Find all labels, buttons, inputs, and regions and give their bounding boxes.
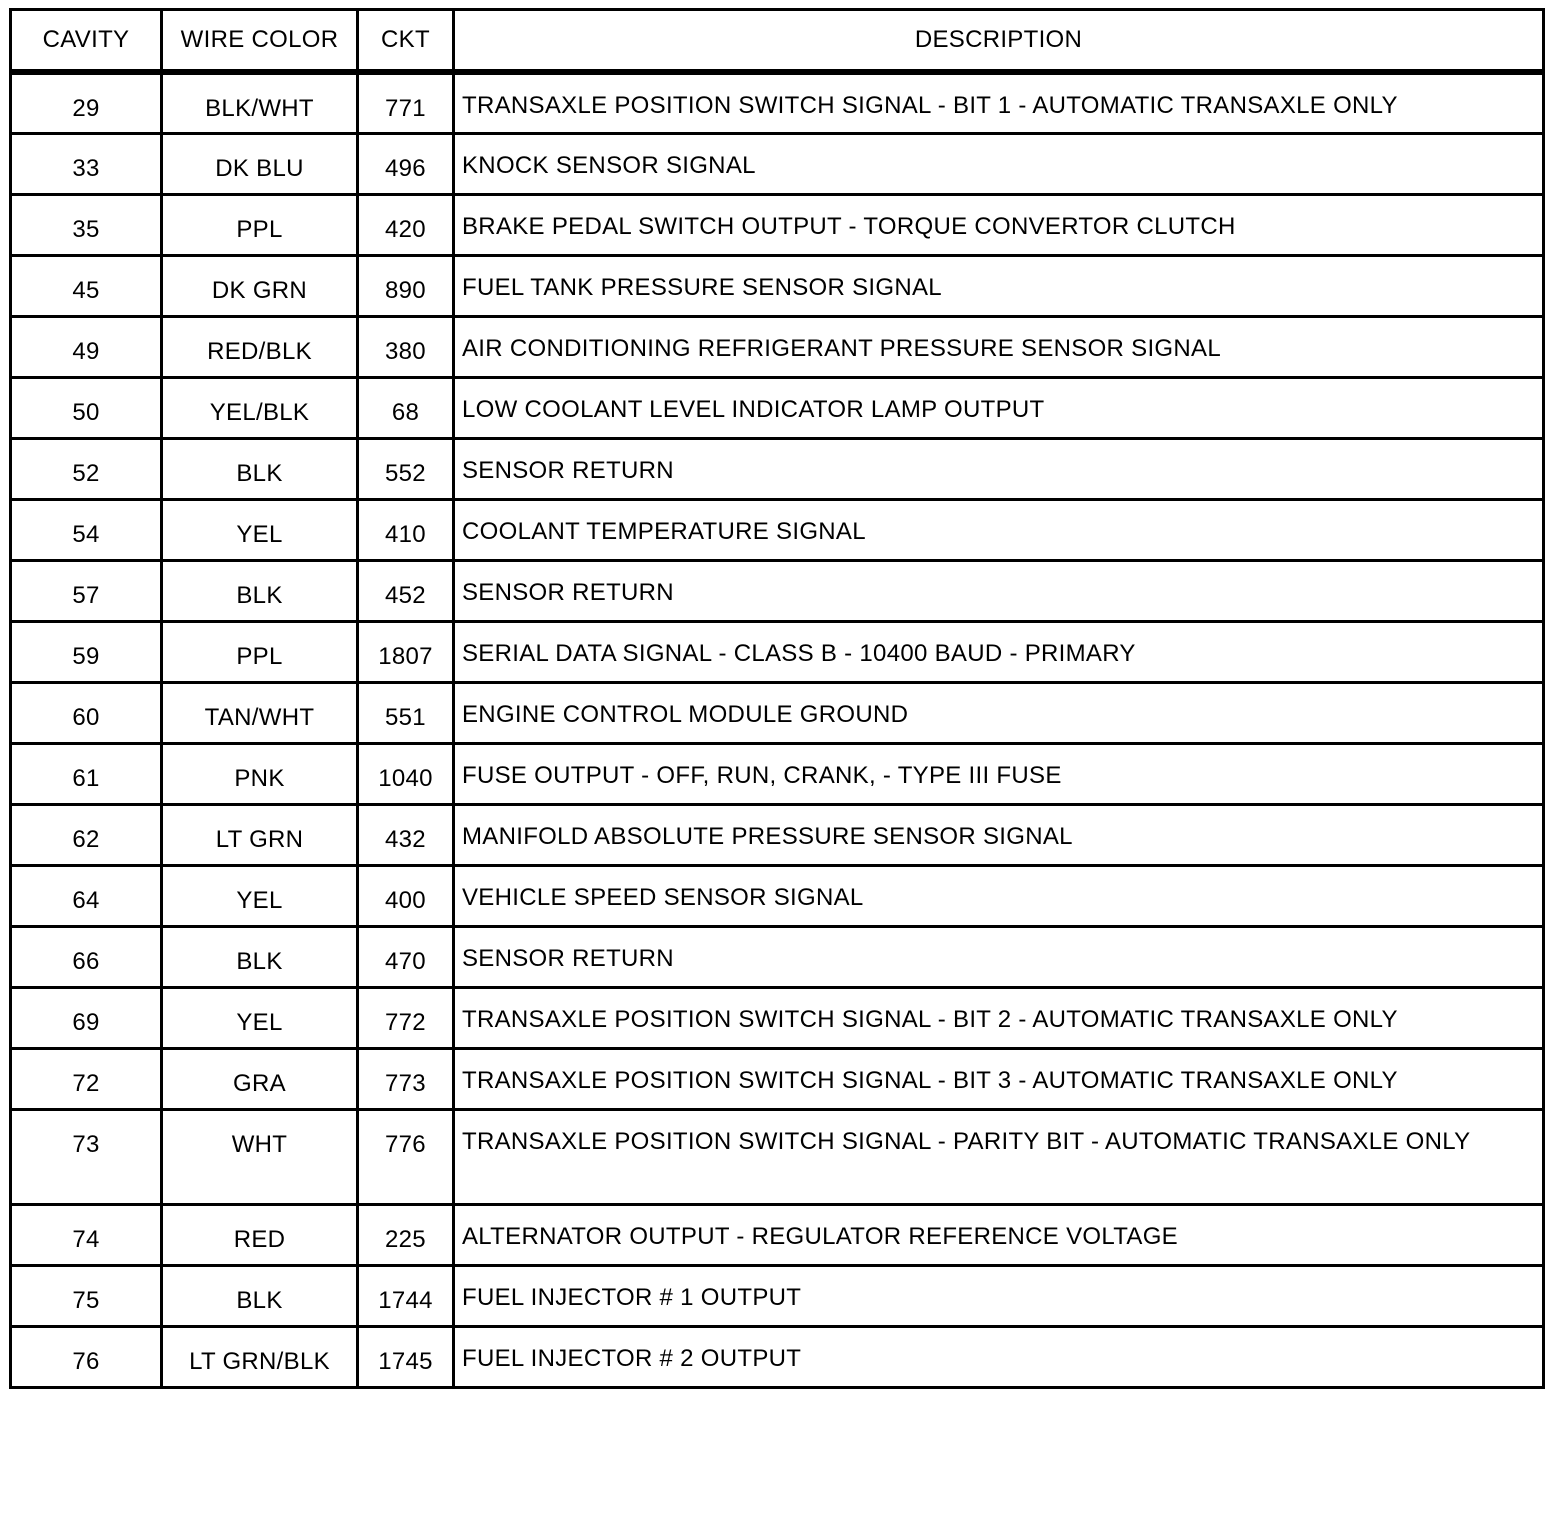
cavity-cell: 66: [11, 926, 162, 987]
cavity-cell: 49: [11, 316, 162, 377]
cavity-cell: 69: [11, 987, 162, 1048]
wire-color-cell: YEL: [162, 987, 358, 1048]
wire-color-cell: PNK: [162, 743, 358, 804]
description-cell: FUEL INJECTOR # 2 OUTPUT: [454, 1326, 1544, 1387]
table-row: [11, 1265, 1544, 1326]
description-cell: FUEL INJECTOR # 1 OUTPUT: [454, 1265, 1544, 1326]
description-cell: COOLANT TEMPERATURE SIGNAL: [454, 499, 1544, 560]
description-cell: KNOCK SENSOR SIGNAL: [454, 133, 1544, 194]
table-row: [11, 621, 1544, 682]
ckt-cell: 452: [358, 560, 454, 621]
description-cell: TRANSAXLE POSITION SWITCH SIGNAL - BIT 1 - AUTOMATIC TRANSAXLE ONLY: [454, 72, 1544, 133]
wire-color-cell: RED: [162, 1204, 358, 1265]
wire-color-cell: BLK: [162, 438, 358, 499]
cavity-cell: 75: [11, 1265, 162, 1326]
ckt-cell: 68: [358, 377, 454, 438]
table-row: [11, 316, 1544, 377]
ckt-cell: 420: [358, 194, 454, 255]
wire-color-cell: LT GRN: [162, 804, 358, 865]
table-row: [11, 743, 1544, 804]
table-row: [11, 377, 1544, 438]
table-row: [11, 1109, 1544, 1204]
ckt-cell: 1744: [358, 1265, 454, 1326]
description-cell: LOW COOLANT LEVEL INDICATOR LAMP OUTPUT: [454, 377, 1544, 438]
ckt-cell: 772: [358, 987, 454, 1048]
description-cell: BRAKE PEDAL SWITCH OUTPUT - TORQUE CONVERTOR CLUTCH: [454, 194, 1544, 255]
table-row: [11, 1204, 1544, 1265]
wire-color-cell: BLK: [162, 560, 358, 621]
header-cavity: CAVITY: [11, 10, 162, 73]
table-row: [11, 560, 1544, 621]
cavity-cell: 76: [11, 1326, 162, 1387]
wire-color-cell: BLK: [162, 1265, 358, 1326]
wire-color-cell: BLK/WHT: [162, 72, 358, 133]
ckt-cell: 470: [358, 926, 454, 987]
header-wire-color: WIRE COLOR: [162, 10, 358, 73]
ckt-cell: 225: [358, 1204, 454, 1265]
description-cell: FUEL TANK PRESSURE SENSOR SIGNAL: [454, 255, 1544, 316]
table-row: [11, 194, 1544, 255]
cavity-cell: 29: [11, 72, 162, 133]
wire-color-cell: TAN/WHT: [162, 682, 358, 743]
cavity-cell: 59: [11, 621, 162, 682]
description-cell: SENSOR RETURN: [454, 926, 1544, 987]
wire-color-cell: RED/BLK: [162, 316, 358, 377]
description-cell: SENSOR RETURN: [454, 438, 1544, 499]
wire-color-cell: BLK: [162, 926, 358, 987]
header-ckt: CKT: [358, 10, 454, 73]
wire-color-cell: YEL: [162, 865, 358, 926]
description-cell: TRANSAXLE POSITION SWITCH SIGNAL - BIT 3 - AUTOMATIC TRANSAXLE ONLY: [454, 1048, 1544, 1109]
cavity-cell: 35: [11, 194, 162, 255]
wire-color-cell: DK BLU: [162, 133, 358, 194]
ckt-cell: 1745: [358, 1326, 454, 1387]
wire-color-cell: GRA: [162, 1048, 358, 1109]
table-row: [11, 926, 1544, 987]
cavity-cell: 33: [11, 133, 162, 194]
description-cell: VEHICLE SPEED SENSOR SIGNAL: [454, 865, 1544, 926]
ckt-cell: 552: [358, 438, 454, 499]
cavity-cell: 62: [11, 804, 162, 865]
wire-color-cell: PPL: [162, 621, 358, 682]
description-cell: ALTERNATOR OUTPUT - REGULATOR REFERENCE VOLTAGE: [454, 1204, 1544, 1265]
cavity-cell: 52: [11, 438, 162, 499]
table-row: [11, 499, 1544, 560]
description-cell: AIR CONDITIONING REFRIGERANT PRESSURE SENSOR SIGNAL: [454, 316, 1544, 377]
description-cell: MANIFOLD ABSOLUTE PRESSURE SENSOR SIGNAL: [454, 804, 1544, 865]
cavity-cell: 50: [11, 377, 162, 438]
table-row: [11, 133, 1544, 194]
wire-color-cell: WHT: [162, 1109, 358, 1204]
description-cell: TRANSAXLE POSITION SWITCH SIGNAL - PARITY BIT - AUTOMATIC TRANSAXLE ONLY: [454, 1109, 1544, 1204]
connector-pinout-table: [9, 8, 1545, 1389]
table-row: [11, 987, 1544, 1048]
ckt-cell: 496: [358, 133, 454, 194]
cavity-cell: 45: [11, 255, 162, 316]
table-row: [11, 72, 1544, 133]
cavity-cell: 61: [11, 743, 162, 804]
description-cell: SERIAL DATA SIGNAL - CLASS B - 10400 BAUD - PRIMARY: [454, 621, 1544, 682]
ckt-cell: 410: [358, 499, 454, 560]
ckt-cell: 380: [358, 316, 454, 377]
ckt-cell: 1807: [358, 621, 454, 682]
cavity-cell: 73: [11, 1109, 162, 1204]
table-row: [11, 682, 1544, 743]
description-cell: FUSE OUTPUT - OFF, RUN, CRANK, - TYPE III FUSE: [454, 743, 1544, 804]
table-row: [11, 1326, 1544, 1387]
wire-color-cell: PPL: [162, 194, 358, 255]
cavity-cell: 57: [11, 560, 162, 621]
wire-color-cell: DK GRN: [162, 255, 358, 316]
header-description: DESCRIPTION: [454, 10, 1544, 73]
cavity-cell: 72: [11, 1048, 162, 1109]
table-row: [11, 438, 1544, 499]
ckt-cell: 400: [358, 865, 454, 926]
ckt-cell: 773: [358, 1048, 454, 1109]
ckt-cell: 771: [358, 72, 454, 133]
cavity-cell: 60: [11, 682, 162, 743]
wire-color-cell: LT GRN/BLK: [162, 1326, 358, 1387]
cavity-cell: 64: [11, 865, 162, 926]
description-cell: ENGINE CONTROL MODULE GROUND: [454, 682, 1544, 743]
wire-color-cell: YEL/BLK: [162, 377, 358, 438]
header-row: [11, 10, 1544, 73]
description-cell: SENSOR RETURN: [454, 560, 1544, 621]
cavity-cell: 74: [11, 1204, 162, 1265]
ckt-cell: 551: [358, 682, 454, 743]
table-row: [11, 804, 1544, 865]
table-row: [11, 1048, 1544, 1109]
description-cell: TRANSAXLE POSITION SWITCH SIGNAL - BIT 2 - AUTOMATIC TRANSAXLE ONLY: [454, 987, 1544, 1048]
wire-color-cell: YEL: [162, 499, 358, 560]
cavity-cell: 54: [11, 499, 162, 560]
ckt-cell: 890: [358, 255, 454, 316]
ckt-cell: 776: [358, 1109, 454, 1204]
ckt-cell: 1040: [358, 743, 454, 804]
table-row: [11, 865, 1544, 926]
table-row: [11, 255, 1544, 316]
ckt-cell: 432: [358, 804, 454, 865]
